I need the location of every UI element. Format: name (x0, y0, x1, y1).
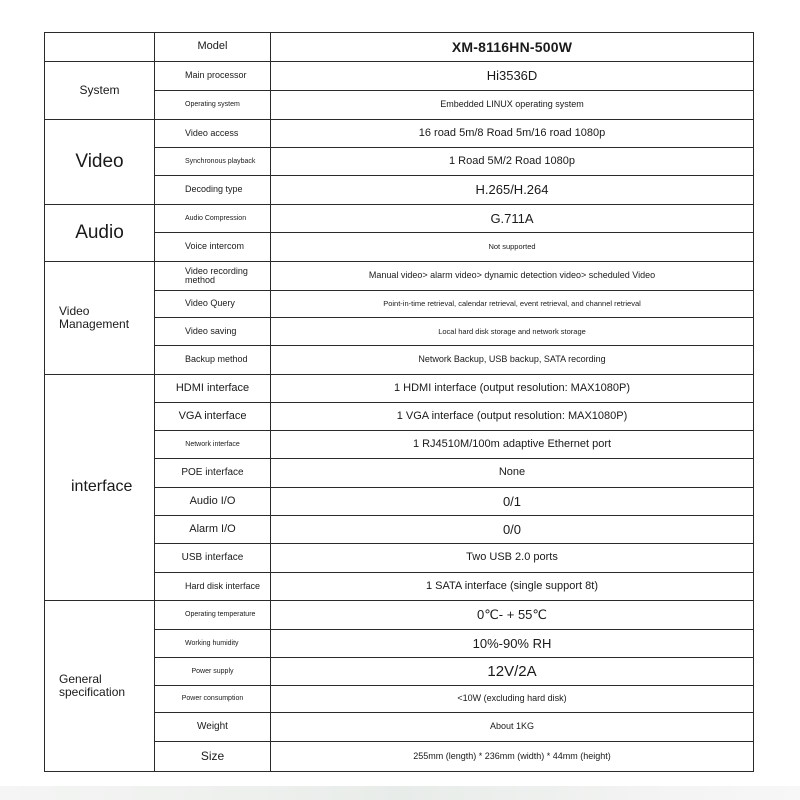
row-label: Operating system (155, 91, 271, 120)
row-value: About 1KG (271, 713, 754, 742)
row-label: HDMI interface (155, 375, 271, 403)
category-system: System (45, 62, 155, 120)
row-value: Embedded LINUX operating system (271, 91, 754, 120)
row-label: Main processor (155, 62, 271, 91)
row-value: 1 VGA interface (output resolution: MAX1080P) (271, 403, 754, 431)
bottom-background-strip (0, 786, 800, 800)
row-value: Network Backup, USB backup, SATA recording (271, 346, 754, 375)
row-label: Hard disk interface (155, 573, 271, 601)
row-value: 0/1 (271, 488, 754, 516)
row-label: Backup method (155, 346, 271, 375)
table-header-row (45, 33, 754, 62)
row-value: Local hard disk storage and network storage (271, 318, 754, 346)
row-value: <10W (excluding hard disk) (271, 686, 754, 713)
row-value: 1 Road 5M/2 Road 1080p (271, 148, 754, 176)
row-label: Power consumption (155, 686, 271, 713)
row-value: 1 RJ4510M/100m adaptive Ethernet port (271, 431, 754, 459)
row-value: 0/0 (271, 516, 754, 544)
table-row (45, 205, 754, 233)
row-value: 0℃- + 55℃ (271, 601, 754, 630)
row-value: H.265/H.264 (271, 176, 754, 205)
row-value: 1 HDMI interface (output resolution: MAX1080P) (271, 375, 754, 403)
row-value: Not supported (271, 233, 754, 262)
category-video-management: Video Management (45, 262, 155, 375)
row-label: Weight (155, 713, 271, 742)
row-value: 10%-90% RH (271, 630, 754, 658)
category-general-specification: General specification (45, 601, 155, 772)
header-blank-cell (45, 33, 155, 62)
row-value: Manual video> alarm video> dynamic detection video> scheduled Video (271, 262, 754, 291)
row-label: Size (155, 742, 271, 772)
row-value: 1 SATA interface (single support 8t) (271, 573, 754, 601)
table-row (45, 62, 754, 91)
row-value: Point-in-time retrieval, calendar retrieval, event retrieval, and channel retrieval (271, 291, 754, 318)
table-row (45, 375, 754, 403)
row-label: VGA interface (155, 403, 271, 431)
row-label: Synchronous playback (155, 148, 271, 176)
spec-table (44, 32, 754, 772)
table-row (45, 601, 754, 630)
row-label: Power supply (155, 658, 271, 686)
row-label: Audio Compression (155, 205, 271, 233)
row-value: 12V/2A (271, 658, 754, 686)
row-value: 255mm (length) * 236mm (width) * 44mm (height) (271, 742, 754, 772)
category-video: Video (45, 120, 155, 205)
row-label: Video access (155, 120, 271, 148)
category-interface: interface (45, 375, 155, 601)
header-model-value: XM-8116HN-500W (271, 33, 754, 62)
row-label: USB interface (155, 544, 271, 573)
row-label: Decoding type (155, 176, 271, 205)
row-label: Operating temperature (155, 601, 271, 630)
row-label: POE interface (155, 459, 271, 488)
table-row (45, 262, 754, 291)
row-label: Audio I/O (155, 488, 271, 516)
row-label: Alarm I/O (155, 516, 271, 544)
row-label: Video saving (155, 318, 271, 346)
category-audio: Audio (45, 205, 155, 262)
row-label: Working humidity (155, 630, 271, 658)
row-value: None (271, 459, 754, 488)
row-value: G.711A (271, 205, 754, 233)
table-row (45, 120, 754, 148)
row-value: 16 road 5m/8 Road 5m/16 road 1080p (271, 120, 754, 148)
header-label: Model (155, 33, 271, 62)
row-label: Voice intercom (155, 233, 271, 262)
row-value: Two USB 2.0 ports (271, 544, 754, 573)
row-value: Hi3536D (271, 62, 754, 91)
row-label: Video recording method (155, 262, 271, 291)
row-label: Video Query (155, 291, 271, 318)
row-label: Network interface (155, 431, 271, 459)
